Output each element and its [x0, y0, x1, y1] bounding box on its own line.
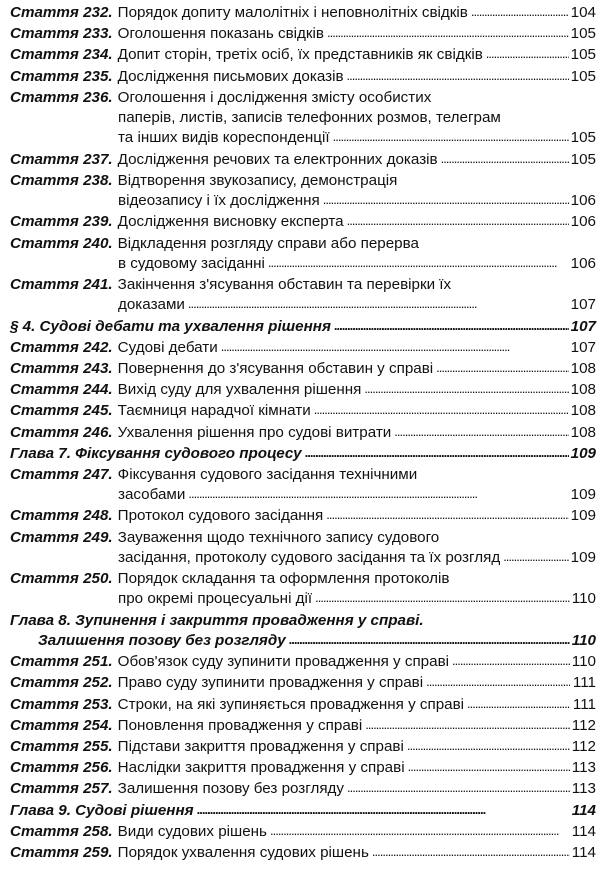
toc-entry	[10, 673, 596, 693]
dot-leader	[221, 344, 569, 354]
toc-entry	[10, 822, 596, 842]
toc-entry	[10, 695, 596, 715]
article-number: Стаття 240.	[10, 234, 113, 252]
section-title: Глава 7. Фіксування судового процесу	[10, 444, 302, 462]
page-number: 108	[570, 359, 596, 377]
dot-leader	[372, 849, 570, 859]
toc-section-heading	[10, 801, 596, 821]
article-title: Порядок допиту малолітніх і неповнолітніх свідків	[117, 4, 468, 21]
article-title: Порядок ухвалення судових рішень	[117, 843, 369, 861]
article-title-continued: відеозапису і їх дослідження	[118, 192, 320, 210]
article-title: Таємниця нарадчої кімнати	[117, 402, 311, 420]
article-number: Стаття 249.	[10, 528, 113, 546]
page-number: 112	[571, 737, 596, 755]
dot-leader	[305, 450, 569, 460]
article-title-continued: та інших видів кореспонденції	[118, 129, 330, 147]
dot-leader	[268, 260, 569, 270]
article-number: Стаття 259.	[10, 843, 113, 861]
page-number: 113	[571, 759, 596, 777]
toc-entry	[10, 401, 596, 421]
section-title-continued: Залишення позову без розгляду	[38, 631, 286, 649]
dot-leader	[426, 680, 570, 690]
toc-entry	[10, 506, 596, 526]
page-number: 106	[570, 192, 596, 210]
article-number: Стаття 232.	[10, 4, 113, 21]
dot-leader	[188, 302, 569, 312]
article-title: Дослідження речових та електронних доказів	[117, 150, 438, 168]
page-number: 105	[570, 150, 596, 168]
article-title-continued: в судовому засіданні	[118, 254, 265, 272]
article-title: Оголошення показань свідків	[117, 25, 324, 43]
page-number: 114	[571, 822, 596, 840]
article-title: Види судових рішень	[117, 822, 267, 840]
page-number: 105	[570, 129, 596, 147]
toc-section-heading	[10, 444, 596, 464]
dot-leader	[333, 135, 569, 145]
toc-entry	[10, 528, 596, 569]
dot-leader	[364, 386, 568, 396]
toc-entry	[10, 234, 596, 275]
page-number: 105	[570, 46, 596, 64]
page-number: 110	[571, 590, 596, 608]
toc-entry	[10, 380, 596, 400]
dot-leader	[347, 219, 569, 229]
dot-leader	[436, 365, 569, 375]
page-number: 104	[570, 4, 596, 21]
toc-entry	[10, 569, 596, 610]
article-number: Стаття 241.	[10, 276, 113, 293]
toc-entry	[10, 275, 596, 316]
toc-entry	[10, 779, 596, 799]
article-title: Відкладення розгляду справи або перерва	[117, 234, 419, 252]
dot-leader	[486, 52, 569, 62]
article-number: Стаття 246.	[10, 423, 113, 441]
page-number: 110	[571, 653, 596, 671]
dot-leader	[407, 743, 570, 753]
article-number: Стаття 247.	[10, 465, 113, 483]
toc-entry	[10, 24, 596, 44]
article-title: Право суду зупинити провадження у справі	[117, 674, 424, 692]
toc-section-heading	[10, 317, 596, 337]
toc-entry	[10, 716, 596, 736]
article-number: Стаття 248.	[10, 507, 113, 525]
page-number: 114	[571, 801, 596, 819]
article-title: Порядок складання та оформлення протоколів	[117, 570, 450, 588]
page-number: 109	[570, 507, 596, 525]
page-number: 111	[572, 674, 596, 692]
article-number: Стаття 235.	[10, 67, 113, 85]
page-number: 108	[570, 423, 596, 441]
page-number: 105	[570, 67, 596, 85]
toc-section-heading	[10, 611, 596, 652]
toc-entry	[10, 737, 596, 757]
section-title: Глава 8. Зупинення і закриття провадження у справі.	[10, 611, 424, 629]
page-number: 107	[570, 338, 596, 356]
article-title: Підстави закриття провадження у справі	[117, 737, 404, 755]
toc-entry	[10, 465, 596, 506]
page-number: 109	[570, 548, 596, 566]
page-number: 108	[570, 402, 596, 420]
toc-entry	[10, 338, 596, 358]
article-title: Вихід суду для ухвалення рішення	[117, 381, 362, 399]
article-number: Стаття 250.	[10, 570, 113, 588]
dot-leader	[315, 596, 570, 606]
toc-entry	[10, 758, 596, 778]
article-number: Стаття 258.	[10, 822, 113, 840]
article-title: Обов'язок суду зупинити провадження у справі	[117, 653, 450, 671]
article-number: Стаття 245.	[10, 402, 113, 420]
article-number: Стаття 257.	[10, 780, 113, 798]
toc-entry	[10, 45, 596, 65]
toc-entry	[10, 3, 596, 23]
dot-leader	[441, 156, 569, 166]
page-number: 110	[571, 631, 596, 649]
dot-leader	[289, 637, 570, 647]
dot-leader	[188, 491, 568, 501]
article-title-continued: засідання, протоколу судового засідання та їх розгляд	[118, 548, 501, 566]
dot-leader	[270, 828, 570, 838]
article-number: Стаття 239.	[10, 213, 113, 231]
article-number: Стаття 238.	[10, 171, 113, 189]
page-number: 106	[570, 254, 596, 272]
article-number: Стаття 254.	[10, 716, 113, 734]
article-title-continued: паперів, листів, записів телефонних розмов, телеграм	[118, 109, 501, 127]
dot-leader	[347, 786, 570, 796]
article-number: Стаття 234.	[10, 46, 113, 64]
page-number: 113	[571, 780, 596, 798]
toc-entry	[10, 88, 596, 149]
toc-entry	[10, 171, 596, 212]
dot-leader	[467, 701, 570, 711]
article-number: Стаття 237.	[10, 150, 113, 168]
article-title: Закінчення з'ясування обставин та перевірки їх	[117, 276, 452, 293]
page-number: 107	[570, 296, 596, 314]
dot-leader	[334, 323, 569, 333]
article-number: Стаття 256.	[10, 759, 113, 777]
dot-leader	[365, 722, 570, 732]
toc-entry	[10, 212, 596, 232]
page-number: 114	[571, 843, 596, 861]
dot-leader	[323, 197, 569, 207]
article-number: Стаття 253.	[10, 695, 113, 713]
toc-entry	[10, 652, 596, 672]
article-title: Протокол судового засідання	[117, 507, 324, 525]
dot-leader	[503, 554, 568, 564]
dot-leader	[394, 429, 568, 439]
page-number: 106	[570, 213, 596, 231]
article-title: Дослідження письмових доказів	[117, 67, 344, 85]
article-number: Стаття 242.	[10, 338, 113, 356]
article-title: Наслідки закриття провадження у справі	[117, 759, 405, 777]
article-title: Фіксування судового засідання технічними	[117, 465, 418, 483]
article-title: Поновлення провадження у справі	[117, 716, 363, 734]
dot-leader	[197, 807, 570, 817]
article-title: Строки, на які зупиняється провадження у справі	[117, 695, 465, 713]
dot-leader	[471, 9, 569, 19]
toc-entry	[10, 359, 596, 379]
toc-entry	[10, 423, 596, 443]
article-title: Повернення до з'ясування обставин у справі	[117, 359, 434, 377]
section-title: Глава 9. Судові рішення	[10, 801, 194, 819]
article-number: Стаття 255.	[10, 737, 113, 755]
article-title-continued: доказами	[118, 296, 185, 314]
article-title: Зауваження щодо технічного запису судового	[117, 528, 440, 546]
article-number: Стаття 244.	[10, 381, 113, 399]
article-title: Дослідження висновку експерта	[117, 213, 344, 231]
article-number: Стаття 252.	[10, 674, 113, 692]
page-number: 109	[570, 444, 596, 462]
article-title: Оголошення і дослідження змісту особистих	[117, 88, 432, 106]
page-number: 108	[570, 381, 596, 399]
article-title: Допит сторін, третіх осіб, їх представників як свідків	[117, 46, 483, 64]
page-number: 105	[570, 25, 596, 43]
page-number: 112	[571, 716, 596, 734]
dot-leader	[314, 408, 569, 418]
toc-entry	[10, 843, 596, 863]
dot-leader	[327, 30, 569, 40]
article-number: Стаття 233.	[10, 25, 113, 43]
article-number: Стаття 243.	[10, 359, 113, 377]
article-title-continued: засобами	[118, 486, 186, 504]
page-number: 111	[572, 695, 596, 713]
dot-leader	[452, 658, 570, 668]
dot-leader	[326, 513, 568, 523]
article-title: Судові дебати	[117, 338, 218, 356]
article-title: Відтворення звукозапису, демонстрація	[117, 171, 398, 189]
article-title: Залишення позову без розгляду	[117, 780, 345, 798]
dot-leader	[347, 73, 569, 83]
article-title-continued: про окремі процесуальні дії	[118, 590, 313, 608]
section-title: § 4. Судові дебати та ухвалення рішення	[10, 317, 331, 335]
toc-entry	[10, 150, 596, 170]
page-number: 109	[570, 486, 596, 504]
toc-entry	[10, 67, 596, 87]
dot-leader	[408, 764, 570, 774]
article-number: Стаття 236.	[10, 88, 113, 106]
article-title: Ухвалення рішення про судові витрати	[117, 423, 392, 441]
page-number: 107	[570, 317, 596, 335]
article-number: Стаття 251.	[10, 653, 113, 671]
